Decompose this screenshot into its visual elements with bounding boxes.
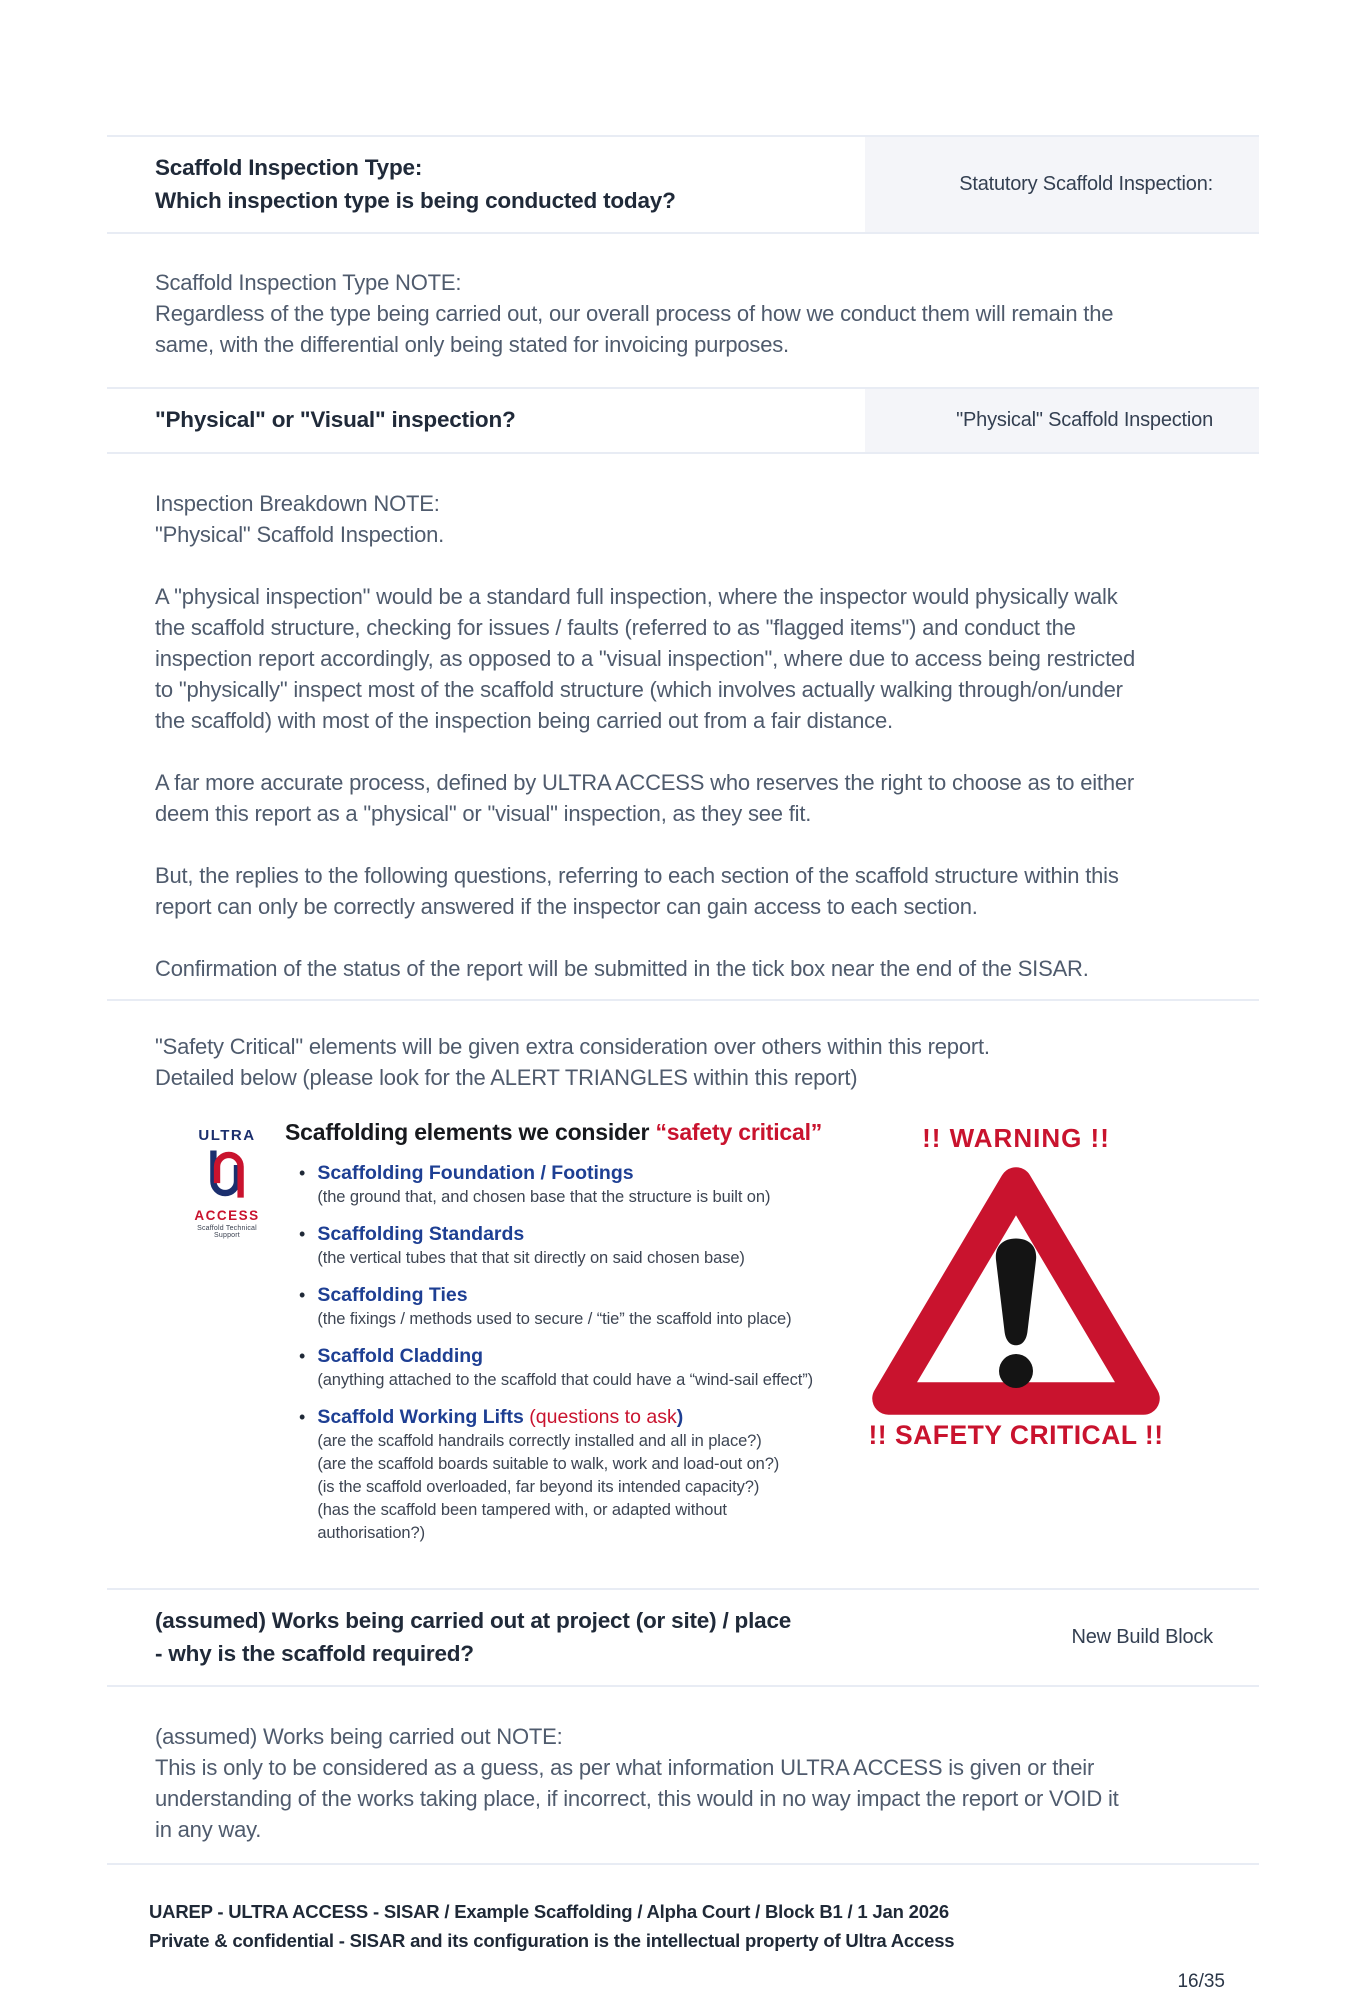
bullet-heading-close: ) bbox=[676, 1405, 684, 1428]
bullet-desc: (the vertical tubes that that sit directly on said chosen base) bbox=[317, 1248, 745, 1267]
infographic-title bbox=[285, 1119, 825, 1146]
bullet-heading-red: (questions to ask bbox=[529, 1405, 677, 1428]
bullet-icon: • bbox=[299, 1162, 306, 1183]
safety-critical-intro bbox=[155, 1031, 1140, 1093]
bullet-icon: • bbox=[299, 1345, 306, 1366]
bullet-question: (has the scaffold been tampered with, or adapted without authorisation?) bbox=[317, 1500, 727, 1542]
list-item bbox=[299, 1344, 825, 1392]
answer-inspection-type: Statutory Scaffold Inspection: bbox=[865, 137, 1259, 232]
bullet-question: (are the scaffold boards suitable to walk, work and load-out on?) bbox=[317, 1454, 780, 1473]
bullet-heading-text: Scaffold Working Lifts bbox=[317, 1405, 530, 1428]
inspection-breakdown-note bbox=[155, 488, 1140, 984]
bullet-question: (are the scaffold handrails correctly installed and all in place?) bbox=[317, 1431, 762, 1450]
bullet-heading: Scaffolding Standards bbox=[317, 1222, 525, 1245]
report-footer bbox=[149, 1897, 1259, 1955]
safety-intro-line: Detailed below (please look for the ALERT TRIANGLES within this report) bbox=[155, 1064, 858, 1090]
question-line: "Physical" or "Visual" inspection? bbox=[155, 407, 516, 433]
infographic-title-red: “safety critical” bbox=[655, 1118, 823, 1145]
logo-text-access: ACCESS bbox=[194, 1207, 260, 1223]
infographic-title-text: Scaffolding elements we consider bbox=[285, 1118, 656, 1145]
bullet-desc: (the fixings / methods used to secure / “tie” the scaffold into place) bbox=[317, 1309, 792, 1328]
qa-row-physical-visual bbox=[107, 387, 1259, 454]
question-assumed-works bbox=[107, 1590, 865, 1685]
bullet-heading bbox=[317, 1405, 825, 1430]
warning-triangle-icon bbox=[862, 1156, 1170, 1416]
paragraph-replies: But, the replies to the following questions, referring to each section of the scaffold structure within this report can only be correctly answered if the inspector can gain access to each section. bbox=[155, 862, 1119, 919]
safety-critical-label: !! SAFETY CRITICAL !! bbox=[868, 1419, 1164, 1450]
ultra-access-logo bbox=[185, 1119, 269, 1558]
warning-label: !! WARNING !! bbox=[922, 1122, 1110, 1153]
logo-tagline: Scaffold Technical Support bbox=[197, 1224, 257, 1239]
note-inspection-type bbox=[155, 267, 1140, 360]
bullet-icon: • bbox=[299, 1406, 306, 1427]
safety-critical-list bbox=[285, 1119, 825, 1558]
bullet-heading: Scaffolding Ties bbox=[317, 1283, 468, 1306]
bullet-heading: Scaffold Cladding bbox=[317, 1344, 484, 1367]
logo-text-ultra: ULTRA bbox=[198, 1126, 256, 1144]
bullet-icon: • bbox=[299, 1284, 306, 1305]
note-label: Scaffold Inspection Type NOTE: bbox=[155, 270, 462, 296]
note-label: Inspection Breakdown NOTE: bbox=[155, 490, 440, 516]
paragraph-confirmation: Confirmation of the status of the report will be submitted in the tick box near the end of the SISAR. bbox=[155, 955, 1089, 981]
list-item bbox=[299, 1222, 825, 1270]
page-number: 16/35 bbox=[1177, 1971, 1225, 1993]
safety-critical-infographic bbox=[185, 1119, 1259, 1558]
paragraph-accurate-process: A far more accurate process, defined by ULTRA ACCESS who reserves the right to choose as to either deem this report as a "physical" or "visual" inspection, as they see fit. bbox=[155, 769, 1135, 826]
list-item-working-lifts bbox=[299, 1405, 825, 1545]
bullet-icon: • bbox=[299, 1223, 306, 1244]
bullet-desc: (anything attached to the scaffold that could have a “wind-sail effect”) bbox=[317, 1370, 814, 1389]
safety-intro-line: "Safety Critical" elements will be given extra consideration over others within this report. bbox=[155, 1033, 990, 1059]
question-line: (assumed) Works being carried out at project (or site) / place bbox=[155, 1607, 792, 1633]
footer-confidentiality: Private & confidential - SISAR and its configuration is the intellectual property of Ultra Access bbox=[149, 1930, 955, 1952]
qa-row-inspection-type bbox=[107, 135, 1259, 234]
answer-assumed-works: New Build Block bbox=[1071, 1626, 1213, 1648]
question-line: Which inspection type is being conducted today? bbox=[155, 187, 676, 213]
list-item bbox=[299, 1161, 825, 1209]
question-line: - why is the scaffold required? bbox=[155, 1640, 474, 1666]
bullet-heading: Scaffolding Foundation / Footings bbox=[317, 1161, 634, 1184]
bullet-question: (is the scaffold overloaded, far beyond its intended capacity?) bbox=[317, 1477, 760, 1496]
ultra-access-logo-icon bbox=[199, 1145, 255, 1203]
footer-report-reference: UAREP - ULTRA ACCESS - SISAR / Example Scaffolding / Alpha Court / Block B1 / 1 Jan 2026 bbox=[149, 1901, 949, 1923]
question-line: Scaffold Inspection Type: bbox=[155, 155, 423, 180]
note-body: "Physical" Scaffold Inspection. bbox=[155, 521, 445, 547]
footer-divider bbox=[107, 1863, 1259, 1865]
answer-physical-visual: "Physical" Scaffold Inspection bbox=[865, 389, 1259, 452]
note-label: (assumed) Works being carried out NOTE: bbox=[155, 1724, 563, 1750]
question-physical-visual bbox=[107, 389, 865, 452]
note-body: Regardless of the type being carried out, our overall process of how we conduct them will remain the same, with the differential only being stated for invoicing purposes. bbox=[155, 301, 1114, 358]
qa-row-assumed-works bbox=[107, 1588, 1259, 1687]
note-body: This is only to be considered as a guess, as per what information ULTRA ACCESS is given or their understanding of the works taking place, if incorrect, this would in no way impact the report or VOID it in any way. bbox=[155, 1755, 1119, 1843]
section-divider bbox=[107, 999, 1259, 1001]
question-inspection-type bbox=[107, 137, 865, 232]
paragraph-physical-definition: A "physical inspection" would be a standard full inspection, where the inspector would physically walk the scaffold structure, checking for issues / faults (referred to as "flagged items") and conduct the inspection report accordingly, as opposed to a "visual inspection", where due to access being restricted to "physically" inspect most of the scaffold structure (which involves actually walking through/on/under the scaffold) with most of the inspection being carried out from a fair distance. bbox=[155, 583, 1136, 733]
list-item bbox=[299, 1283, 825, 1331]
note-assumed-works bbox=[155, 1721, 1140, 1845]
bullet-desc: (the ground that, and chosen base that the structure is built on) bbox=[317, 1187, 771, 1206]
note-breakdown bbox=[155, 488, 1140, 550]
warning-block bbox=[851, 1119, 1181, 1558]
